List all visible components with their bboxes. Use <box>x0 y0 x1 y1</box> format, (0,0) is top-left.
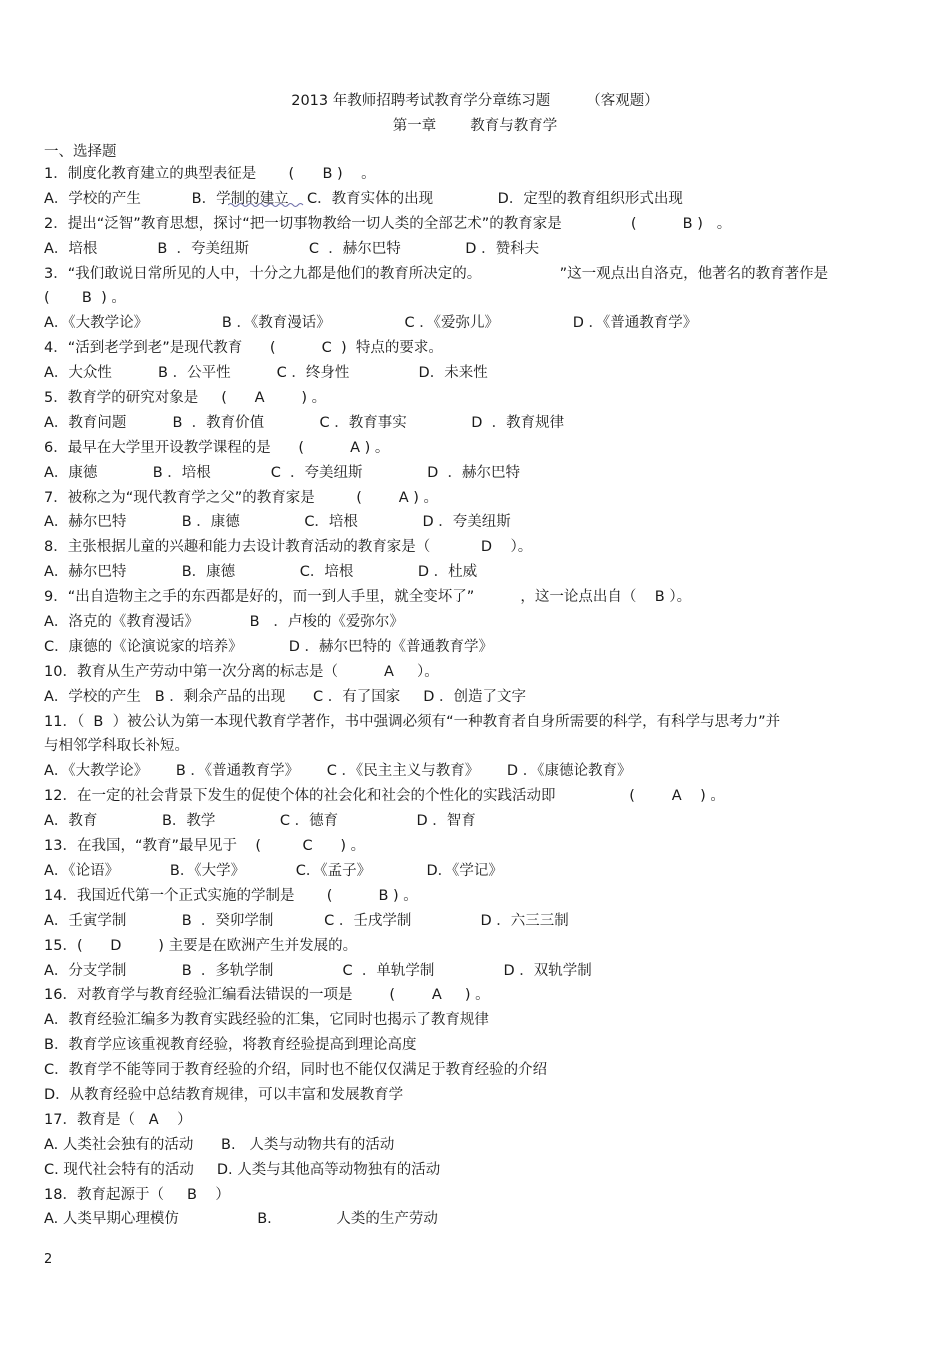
title-text: 2013 年教师招聘考试教育学分章练习题 <box>291 93 551 109</box>
text-line: A. 人类早期心理模仿 B. 人类的生产劳动 <box>44 1211 438 1228</box>
spellcheck-underline-icon <box>228 202 304 208</box>
question-list <box>44 162 914 1232</box>
text-line: A. 人类社会独有的活动 B. 人类与动物共有的活动 <box>44 1136 395 1153</box>
text-line: 18．教育起源于（ B ） <box>44 1186 230 1203</box>
text-line: A．教育经验汇编多为教育实践经验的汇集，它同时也揭示了教育规律 <box>44 1012 489 1029</box>
text-line: ( B ) 。 <box>44 290 126 307</box>
text-line: 16．对教育学与教育经验汇编看法错误的一项是 ( A ) 。 <box>44 987 490 1004</box>
text-line: A．壬寅学制 B ．癸卯学制 C ．壬戌学制 D ．六三三制 <box>44 912 569 929</box>
text-line: A．赫尔巴特 B．康德 C．培根 D ．杜威 <box>44 564 478 581</box>
text-line: A．《大教学论》 B ．《教育漫话》 C ．《爱弥儿》 D ．《普通教育学》 <box>44 315 698 332</box>
text-line: 3．“我们敢说日常所见的人中，十分之九都是他们的教育所决定的。 ”这一观点出自洛克，他著名的教育著作是 <box>44 265 829 282</box>
text-line: 11．（ B ）被公认为第一本现代教育学著作，书中强调必须有“一种教育者自身所需要的科学，有科学与思考力”并 <box>44 713 781 730</box>
text-line: 2．提出“泛智”教育思想，探讨“把一切事物教给一切人类的全部艺术”的教育家是 ( B ) 。 <box>44 215 732 232</box>
text-line: 6．最早在大学里开设教学课程的是 ( A ) 。 <box>44 439 390 456</box>
text-line: 7．被称之为“现代教育学之父”的教育家是 ( A ) 。 <box>44 489 439 506</box>
text-line: C. 现代社会特有的活动 D. 人类与其他高等动物独有的活动 <box>44 1161 441 1178</box>
page-number: 2 <box>44 1252 53 1267</box>
chapter-number: 第一章 <box>392 118 437 134</box>
text-line: 4．“活到老学到老”是现代教育 ( C ) 特点的要求。 <box>44 340 443 357</box>
text-line: 9．“出自造物主之手的东西都是好的，而一到人手里，就全变坏了” ，这一论点出自（ B ）。 <box>44 589 692 606</box>
text-line: A．教育问题 B ．教育价值 C ．教育事实 D ．教育规律 <box>44 414 565 431</box>
chapter-name: 教育与教育学 <box>470 118 558 134</box>
text-line: A．赫尔巴特 B ．康德 C．培根 D ．夸美纽斯 <box>44 514 511 531</box>
text-line: D．从教育经验中总结教育规律，可以丰富和发展教育学 <box>44 1086 404 1103</box>
text-line: A．康德 B ．培根 C ．夸美纽斯 D ．赫尔巴特 <box>44 464 520 481</box>
text-line: 与相邻学科取长补短。 <box>44 738 189 755</box>
text-line: 14．我国近代第一个正式实施的学制是 ( B ) 。 <box>44 887 418 904</box>
text-line: 12．在一定的社会背景下发生的促使个体的社会化和社会的个性化的实践活动即 ( A ) 。 <box>44 788 725 805</box>
text-line: A．培根 B ．夸美纽斯 C ．赫尔巴特 D ．赞科夫 <box>44 240 540 257</box>
text-line: A．学校的产生 B ．剩余产品的出现 C ．有了国家 D ．创造了文字 <box>44 688 527 705</box>
text-line: A．大众性 B ．公平性 C ．终身性 D．未来性 <box>44 365 488 382</box>
text-line: 8．主张根据儿童的兴趣和能力去设计教育活动的教育家是（ D ）。 <box>44 539 533 556</box>
text-line: B．教育学应该重视教育经验，将教育经验提高到理论高度 <box>44 1037 417 1054</box>
text-line: 13．在我国，“教育”最早见于 ( C ) 。 <box>44 838 366 855</box>
text-line: 10．教育从生产劳动中第一次分离的标志是（ A ）。 <box>44 663 439 680</box>
page-title <box>0 89 950 110</box>
text-line: A．洛克的《教育漫话》 B ．卢梭的《爱弥尔》 <box>44 614 404 631</box>
text-line: 5．教育学的研究对象是 ( A ) 。 <box>44 390 327 407</box>
text-line: A．教育 B．教学 C ．德育 D ．智育 <box>44 813 476 830</box>
text-line: 1．制度化教育建立的典型表征是 ( B ) 。 <box>44 166 376 182</box>
text-line: A．《论语》 B．《大学》 C．《孟子》 D．《学记》 <box>44 862 503 879</box>
text-line: 15．( D ) 主要是在欧洲产生并发展的。 <box>44 937 358 954</box>
title-subtitle: （客观题） <box>586 93 659 109</box>
chapter-heading <box>0 114 950 135</box>
text-line: A．分支学制 B ．多轨学制 C ．单轨学制 D ．双轨学制 <box>44 962 592 979</box>
section-heading: 一、选择题 <box>44 144 117 160</box>
text-line: A．学校的产生 B．学制的建立 C．教育实体的出现 D．定型的教育组织形式出现 <box>44 190 683 207</box>
text-line: 17．教育是（ A ） <box>44 1111 192 1128</box>
text-line: C．教育学不能等同于教育经验的介绍，同时也不能仅仅满足于教育经验的介绍 <box>44 1062 548 1079</box>
text-line: C．康德的《论演说家的培养》 D ．赫尔巴特的《普通教育学》 <box>44 638 493 655</box>
text-line: A．《大教学论》 B ．《普通教育学》 C ．《民主主义与教育》 D ．《康德论教育》 <box>44 763 632 780</box>
